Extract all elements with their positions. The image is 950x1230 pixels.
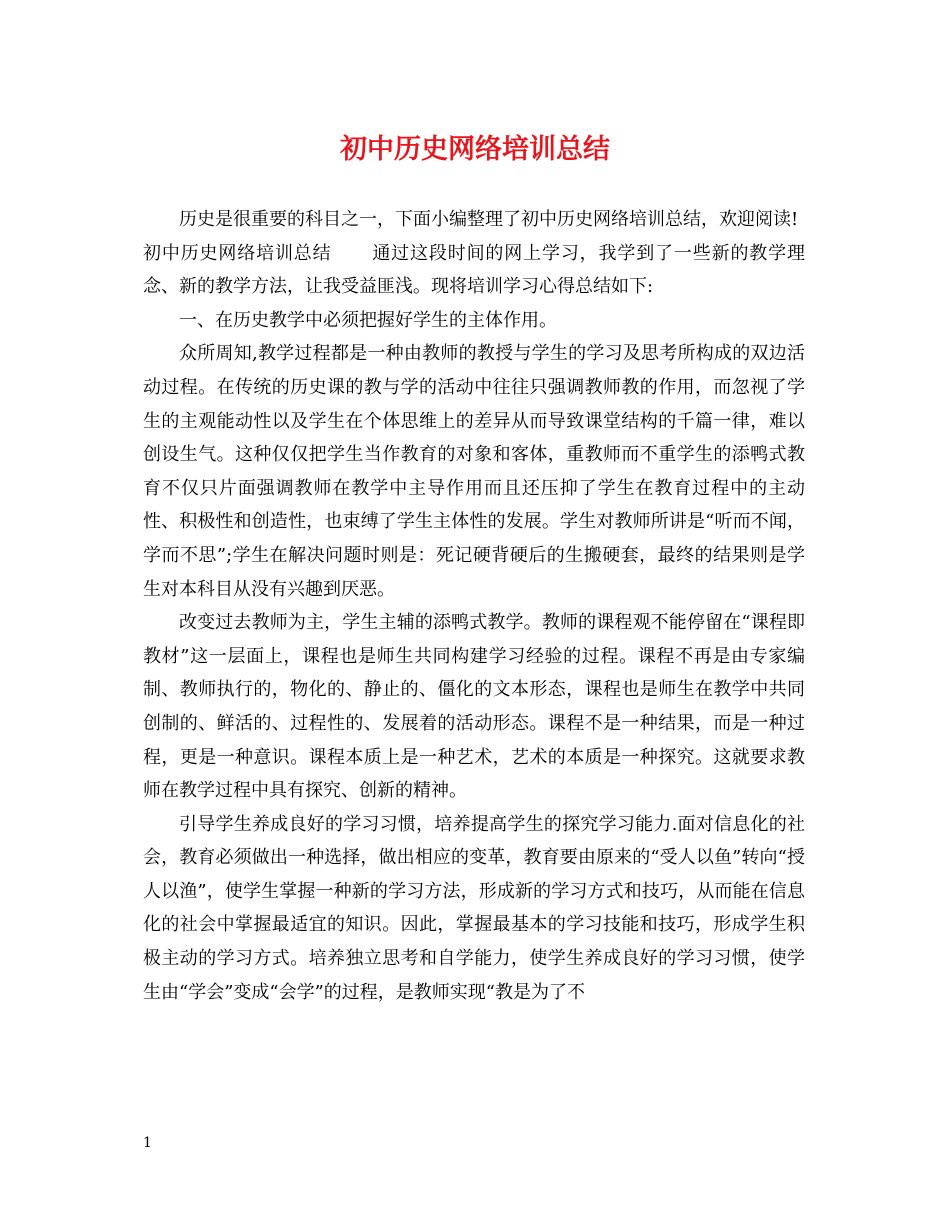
paragraph-summary-text: 通过这段时间的网上学习，我学到了一些新的教学理念、新的教学方法，让我受益匪浅。现将培训学习心得总结如下: [143, 242, 805, 298]
paragraph-body-1: 众所周知,教学过程都是一种由教师的教授与学生的学习及思考所构成的双边活动过程。在传统的历史课的教与学的活动中往往只强调教师教的作用，而忽视了学生的主观能动性以及学生在个体思维上的差异从而导致课堂结构的千篇一律，难以创设生气。这种仅仅把学生当作教育的对象和客体，重教师而不重学生的添鸭式教育不仅只片面强调教师在教学中主导作用而且还压抑了学生在教育过程中的主动性、积极性和创造性，也束缚了学生主体性的发展。学生对教师所讲是“听而不闻，学而不思”;学生在解决问题时则是：死记硬背硬后的生搬硬套，最终的结果则是学生对本科目从没有兴趣到厌恶。 [143, 343, 805, 600]
paragraph-body-2: 改变过去教师为主，学生主辅的添鸭式教学。教师的课程观不能停留在“课程即教材”这一层面上，课程也是师生共同构建学习经验的过程。课程不再是由专家编制、教师执行的，物化的、静止的、僵化的文本形态，课程也是师生在教学中共同创制的、鲜活的、过程性的、发展着的活动形态。课程不是一种结果，而是一种过程，更是一种意识。课程本质上是一种艺术，艺术的本质是一种探究。这就要求教师在教学过程中具有探究、创新的精神。 [143, 612, 805, 802]
paragraph-intro: 历史是很重要的科目之一，下面小编整理了初中历史网络培训总结，欢迎阅读! [179, 209, 799, 230]
inline-heading: 初中历史网络培训总结 [143, 242, 332, 264]
document-body [143, 203, 805, 1009]
paragraph-summary-intro [143, 237, 805, 304]
section-heading-1: 一、在历史教学中必须把握好学生的主体作用。 [179, 309, 557, 331]
document-title: 初中历史网络培训总结 [340, 134, 610, 165]
paragraph-body-3: 引导学生养成良好的学习习惯，培养提高学生的探究学习能力.面对信息化的社会，教育必须做出一种选择，做出相应的变革，教育要由原来的“受人以鱼”转向“授人以渔”，使学生掌握一种新的学习方法，形成新的学习方式和技巧，从而能在信息化的社会中掌握最适宜的知识。因此，掌握最基本的学习技能和技巧，形成学生积极主动的学习方式。培养独立思考和自学能力，使学生养成良好的学习习惯，使学生由“学会”变成“会学”的过程，是教师实现“教是为了不 [143, 813, 805, 1003]
page-number: 1 [143, 1135, 152, 1151]
